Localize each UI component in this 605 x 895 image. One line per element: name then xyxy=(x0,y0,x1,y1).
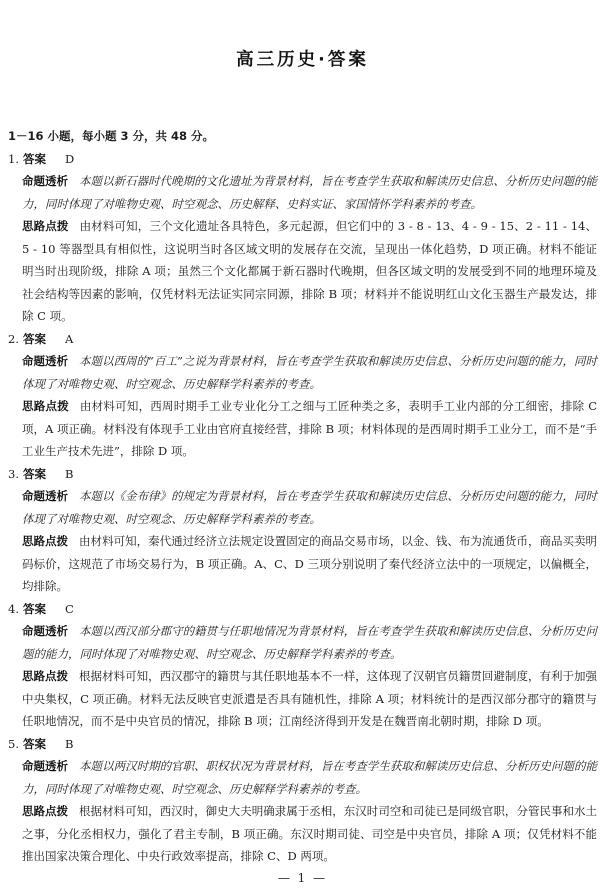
analysis-paragraph xyxy=(22,350,597,395)
analysis-label: 命题透析 xyxy=(22,624,69,638)
answer-line xyxy=(8,598,597,621)
question-block-2 xyxy=(8,328,597,463)
answer-label: 答案 xyxy=(22,736,46,751)
analysis-text: 本题以西周的“百工”之说为背景材料，旨在考查学生获取和解读历史信息、分析历史问题的能力，同时体现了对唯物史观、时空观念、历史解释学科素养的考查。 xyxy=(22,354,597,391)
question-number: 1. xyxy=(8,151,19,166)
tips-text: 由材料可知，秦代通过经济立法规定设置固定的商品交易市场，以金、钱、布为流通货币，商品买卖明码标价，这规范了市场交易行为，B 项正确。A、C、D 三项分别说明了秦代经济立法中的一项规定，以偏概全，均排除。 xyxy=(22,534,597,593)
analysis-text: 本题以两汉时期的官职、职权状况为背景材料，旨在考查学生获取和解读历史信息、分析历史问题的能力，同时体现了对唯物史观、时空观念、历史解释学科素养的考查。 xyxy=(22,759,597,796)
analysis-text: 本题以《金布律》的规定为背景材料，旨在考查学生获取和解读历史信息、分析历史问题的能力，同时体现了对唯物史观、时空观念、历史解释学科素养的考查。 xyxy=(22,489,597,526)
question-block-5 xyxy=(8,733,597,868)
analysis-paragraph xyxy=(22,170,597,215)
answer-label: 答案 xyxy=(22,331,46,346)
question-number: 3. xyxy=(8,466,19,481)
question-number: 2. xyxy=(8,331,19,346)
answer-line xyxy=(8,733,597,756)
analysis-label: 命题透析 xyxy=(22,759,69,773)
answer-letter: B xyxy=(64,466,74,481)
answer-line xyxy=(8,148,597,171)
analysis-text: 本题以西汉部分郡守的籍贯与任职地情况为背景材料，旨在考查学生获取和解读历史信息、分析历史问题的能力，同时体现了对唯物史观、时空观念、历史解释学科素养的考查。 xyxy=(22,624,597,661)
tips-text: 根据材料可知，西汉郡守的籍贯与其任职地基本不一样，这体现了汉朝官员籍贯回避制度，有利于加强中央集权，C 项正确。材料无法反映官吏派遣是否具有随机性，排除 A 项；材料统计的是西汉部分郡守的籍贯与任职地情况，而不是中央官员的情况，排除 B 项；江南经济得到开发是在魏晋南北朝时期，排除 D 项。 xyxy=(22,669,597,728)
tips-label: 思路点拨 xyxy=(22,534,69,548)
tips-text: 根据材料可知，西汉时，御史大夫明确隶属于丞相，东汉时司空和司徒已是同级官职，分管民事和水土之事，分化丞相权力，强化了君主专制，B 项正确。东汉时期司徒、司空是中央官员，排除 A 项；仅凭材料不能推出国家决策合理化、中央行政效率提高，排除 C、D 两项。 xyxy=(22,804,597,863)
answer-letter: A xyxy=(64,331,74,346)
answer-label: 答案 xyxy=(22,151,46,166)
question-block-1 xyxy=(8,148,597,328)
tips-paragraph xyxy=(22,530,597,598)
analysis-paragraph xyxy=(22,485,597,530)
answer-label: 答案 xyxy=(22,466,46,481)
tips-paragraph xyxy=(22,665,597,733)
tips-text: 由材料可知，西周时期手工业专业化分工之细与工匠种类之多，表明手工业内部的分工细密，排除 C 项，A 项正确。材料没有体现手工业由官府直接经营，排除 B 项；材料体现的是西周时期手工业分工，而不是“手工业生产技术先进”，排除 D 项。 xyxy=(22,399,597,458)
answer-letter: C xyxy=(64,601,74,616)
page-title: 高三历史·答案 xyxy=(236,50,369,70)
question-number: 4. xyxy=(8,601,19,616)
question-block-4 xyxy=(8,598,597,733)
answer-letter: D xyxy=(64,151,75,166)
page-number: — 1 — xyxy=(277,871,328,885)
analysis-label: 命题透析 xyxy=(22,174,69,188)
analysis-label: 命题透析 xyxy=(22,489,69,503)
tips-label: 思路点拨 xyxy=(22,219,69,233)
tips-paragraph xyxy=(22,215,597,328)
analysis-paragraph xyxy=(22,620,597,665)
analysis-label: 命题透析 xyxy=(22,354,69,368)
tips-label: 思路点拨 xyxy=(22,804,69,818)
answer-label: 答案 xyxy=(22,601,46,616)
question-block-3 xyxy=(8,463,597,598)
answer-line xyxy=(8,463,597,486)
answers-content xyxy=(8,125,597,868)
question-number: 5. xyxy=(8,736,19,751)
tips-label: 思路点拨 xyxy=(22,399,69,413)
tips-paragraph xyxy=(22,395,597,463)
answer-line xyxy=(8,328,597,351)
tips-paragraph xyxy=(22,800,597,868)
analysis-paragraph xyxy=(22,755,597,800)
tips-label: 思路点拨 xyxy=(22,669,69,683)
scoring-note: 1－16 小题，每小题 3 分，共 48 分。 xyxy=(8,129,215,143)
analysis-text: 本题以新石器时代晚期的文化遗址为背景材料，旨在考查学生获取和解读历史信息、分析历史问题的能力，同时体现了对唯物史观、时空观念、历史解释、史料实证、家国情怀学科素养的考查。 xyxy=(22,174,597,211)
answer-letter: B xyxy=(64,736,74,751)
tips-text: 由材料可知，三个文化遗址各具特色，多元起源，但它们中的 3 - 8 - 13、4 - 9 - 15、2 - 11 - 14、5 - 10 等器型具有相似性，这说明当时各区域文明的发展存在交流，呈现出一体化趋势，D 项正确。材料不能证明当时出现阶级，排除 A 项；虽然三个文化都属于新石器时代晚期，但各区域文明的发展受到不同的地理环境及社会结构等因素的影响，仅凭材料无法证实同宗同源，排除 B 项；材料并不能说明红山文化玉器生产最发达，排除 C 项。 xyxy=(22,219,597,323)
